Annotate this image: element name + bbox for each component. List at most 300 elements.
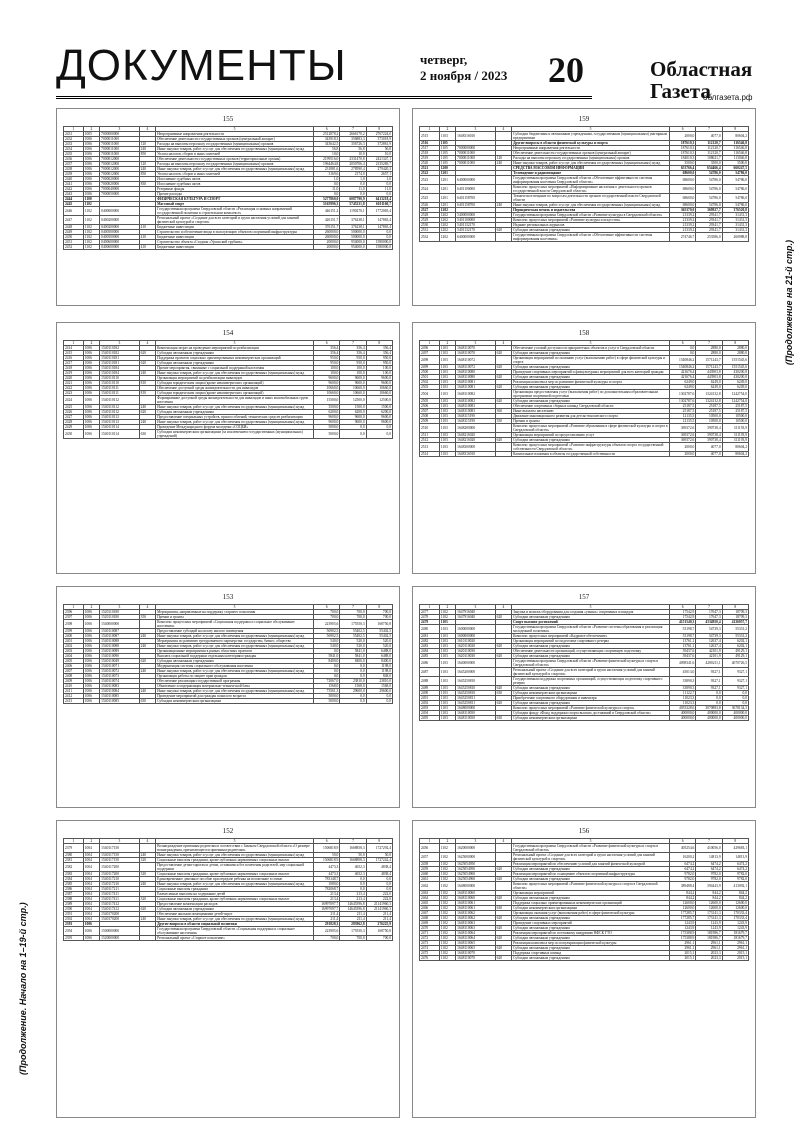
table-header-cell: 2: [83, 605, 99, 610]
table-cell: Обеспечение доступной среды жизнедеятельности для инвалидов: [156, 386, 314, 391]
table-cell: 1648110062: [456, 916, 495, 921]
table-cell: 2511: [420, 433, 440, 438]
table-cell: Субсидии автономным учреждениям: [512, 365, 670, 370]
table-cell: 1102: [83, 225, 99, 230]
table-cell: Субсидии автономным учреждениям: [512, 654, 670, 659]
table-cell: 12600,0: [670, 901, 696, 906]
table-cell: 1201: [439, 185, 455, 194]
table-cell: 175388,9: [670, 931, 696, 936]
table-cell: 1202: [439, 223, 455, 228]
table-cell: 1006: [83, 659, 99, 664]
table-cell: 12637,4: [696, 639, 722, 644]
table-cell: 0,0: [314, 649, 340, 654]
table-cell: 213,4: [340, 892, 366, 897]
table-cell: 31431,3: [722, 213, 748, 218]
table-cell: 5277860,0: [314, 197, 340, 202]
table-header-cell: 7: [340, 605, 366, 610]
table-cell: 10500,0: [722, 419, 748, 424]
table-cell: 620: [495, 701, 511, 706]
table-cell: 2524: [420, 185, 440, 194]
table-header-cell: 5: [512, 341, 670, 346]
table-cell: 211,4: [366, 912, 392, 917]
table-cell: 1540110110: [100, 381, 139, 386]
table-cell: 2050706,4: [340, 162, 366, 167]
issue-date-value: 2 ноября / 2023: [420, 68, 508, 83]
table-header-cell: 2: [83, 839, 99, 844]
table-cell: Компенсация затрат на проведение мероприятий по реабилитации: [156, 346, 314, 351]
document-page-number: 158: [578, 329, 590, 337]
table-cell: 55331,2: [722, 634, 748, 639]
table-cell: 2465: [420, 901, 440, 906]
table-cell: 1625000000: [456, 853, 495, 862]
table-cell: 260000,0: [314, 230, 340, 235]
table-cell: 181679,7: [722, 931, 748, 936]
table-cell: 2392: [64, 917, 84, 922]
table-cell: 1540110113: [100, 420, 139, 425]
table-cell: 1600000000: [456, 634, 495, 639]
table-cell: 21141960,3: [366, 907, 392, 912]
table-cell: 6400000000: [456, 233, 495, 242]
table-cell: 520,0: [340, 639, 366, 644]
table-cell: 0,0: [340, 425, 366, 430]
table-cell: 9782,0: [722, 872, 748, 877]
table-cell: 6249,0: [722, 385, 748, 390]
table-header-cell: 4: [139, 127, 155, 132]
table-cell: 9600,0: [314, 415, 340, 420]
table-cell: 1540110182: [100, 346, 139, 351]
table-cell: [139, 207, 155, 216]
table-cell: 2502: [420, 380, 440, 385]
table-cell: 1103: [439, 620, 455, 625]
table-cell: Субсидии автономным учреждениям: [512, 438, 670, 443]
table-cell: 2475: [420, 951, 440, 956]
table-cell: 1006: [83, 689, 99, 694]
table-cell: 1103: [439, 132, 455, 141]
table-cell: 1551545,6: [722, 356, 748, 365]
table-cell: Техническое вещание по вопросам деятельности органов государственной власти Свердловской области: [512, 194, 670, 203]
table-cell: 240: [139, 669, 155, 674]
table-cell: 2495: [420, 716, 440, 721]
table-cell: [495, 233, 511, 242]
table-cell: 2385: [64, 882, 84, 887]
table-cell: 1006: [83, 386, 99, 391]
table-cell: 29341,7: [696, 218, 722, 223]
table-cell: 211,4: [366, 917, 392, 922]
table-cell: 54786,0: [722, 171, 748, 176]
table-cell: Уплата налогов, сборов и иных платежей: [156, 172, 314, 177]
table-cell: 950,0: [366, 361, 392, 366]
table-cell: 2411: [64, 689, 84, 694]
table-cell: 7000011000: [456, 151, 495, 156]
table-cell: 2388: [64, 897, 84, 902]
table-cell: 1202: [439, 213, 455, 218]
budget-table: [419, 126, 749, 242]
table-cell: 0,0: [366, 877, 392, 882]
table-cell: 1102: [439, 906, 455, 911]
table-cell: 1006: [83, 654, 99, 659]
table-cell: 1006: [83, 346, 99, 351]
table-cell: 1648110083: [456, 409, 495, 414]
table-cell: Государственная программа Свердловской области «Обеспечение эффективности системы информирования населения Свердловской области»: [512, 176, 670, 185]
table-row: [420, 659, 749, 668]
table-cell: 1648110072: [456, 356, 495, 365]
table-cell: 540,0: [314, 639, 340, 644]
table-cell: 170333,4: [722, 911, 748, 916]
table-cell: Государственная программа Свердловской области «Развитие физической культуры и спорта в Свердловской области»: [512, 844, 670, 853]
table-cell: 1102: [83, 245, 99, 250]
table-row: [64, 844, 393, 853]
table-cell: 25187,5: [670, 409, 696, 414]
table-cell: 10660,0: [314, 386, 340, 391]
header-rule: [56, 98, 592, 99]
table-cell: 222,0: [366, 897, 392, 902]
table-cell: 181679,7: [722, 936, 748, 941]
table-cell: 7000011000: [456, 156, 495, 161]
table-cell: 1006: [83, 425, 99, 430]
table-cell: 1103: [439, 390, 455, 399]
document-page: [56, 322, 400, 574]
table-cell: 2383: [64, 872, 84, 877]
table-cell: [495, 185, 511, 194]
table-cell: 1006: [83, 396, 99, 405]
table-cell: 240: [139, 167, 155, 172]
table-cell: 2135269,7: [366, 162, 392, 167]
table-cell: 54786,0: [696, 185, 722, 194]
document-page: [412, 322, 756, 574]
table-cell: 1648110070: [456, 346, 495, 351]
table-cell: 9600,0: [340, 381, 366, 386]
table-cell: 2532: [420, 233, 440, 242]
table-cell: 2520: [420, 161, 440, 166]
table-cell: 1006: [83, 415, 99, 420]
table-header-cell: 4: [495, 127, 511, 132]
table-cell: 1004: [83, 858, 99, 863]
table-cell: Иные закупки товаров, работ и услуг для обеспечения государственных (муниципальных) нужд: [156, 853, 314, 858]
table-cell: 14813,9: [722, 853, 748, 862]
table-row: [64, 927, 393, 936]
budget-table: [63, 838, 393, 941]
table-cell: 2473: [420, 941, 440, 946]
table-cell: 1006: [83, 172, 99, 177]
table-cell: 1648110082: [456, 390, 495, 399]
table-cell: Субсидии автономным учреждениям: [512, 936, 670, 941]
table-cell: 112120,7: [696, 146, 722, 151]
table-cell: 1006: [83, 922, 99, 927]
table-cell: 1102: [439, 911, 455, 916]
table-cell: 2438: [64, 167, 84, 172]
table-cell: 56,8: [340, 147, 366, 152]
table-cell: 1006: [83, 187, 99, 192]
table-cell: 1540110049: [100, 659, 139, 664]
table-cell: 620: [495, 686, 511, 691]
table-cell: 1103: [439, 686, 455, 691]
table-cell: 17542,9: [670, 610, 696, 615]
table-cell: 1772065,4: [366, 207, 392, 216]
table-cell: Строительство объекта «Стадион «Уральский трубник»: [156, 240, 314, 245]
table-cell: Субсидии автономным учреждениям: [512, 946, 670, 951]
table-cell: 1648200000: [456, 424, 495, 433]
table-cell: 9600,0: [366, 415, 392, 420]
table-cell: 1648110080: [456, 375, 495, 380]
table-cell: 14645396,8: [340, 907, 366, 912]
table-cell: 1102: [83, 235, 99, 240]
table-cell: 1571243,7: [696, 356, 722, 365]
table-cell: 400000,0: [722, 716, 748, 721]
table-cell: 2407: [64, 669, 84, 674]
table-cell: 954000,0: [340, 240, 366, 245]
table-cell: 2446: [64, 207, 84, 216]
table-cell: 1648110070: [456, 956, 495, 961]
table-header-cell: 1: [420, 839, 440, 844]
table-cell: 2458: [420, 862, 440, 867]
table-header-cell: 7: [696, 341, 722, 346]
table-cell: 2512878,2: [314, 132, 340, 137]
table-cell: 1540110073: [100, 674, 139, 679]
table-cell: 2402: [64, 644, 84, 649]
table-cell: Комплекс процессных мероприятий «Развитие культуры и искусства»: [512, 218, 670, 223]
table-cell: 429683,1: [722, 844, 748, 853]
table-cell: 49129,1: [722, 654, 748, 659]
table-cell: 11023,3: [670, 701, 696, 706]
table-cell: 5841,0: [340, 649, 366, 654]
table-row: [420, 443, 749, 452]
table-cell: 1103: [439, 356, 455, 365]
table-cell: 6249,0: [670, 385, 696, 390]
table-cell: Организация мероприятий по предоставлению услуг: [512, 433, 670, 438]
table-cell: 1102: [83, 207, 99, 216]
table-cell: [139, 620, 155, 629]
table-cell: 2519: [420, 156, 440, 161]
table-header-cell: 4: [139, 341, 155, 346]
table-cell: Проведение спортивных мероприятий и физкультурных мероприятий для всех категорий граждан: [512, 370, 670, 375]
table-cell: 9327,1: [696, 686, 722, 691]
document-page-number: 157: [578, 593, 590, 601]
table-cell: 7000040000: [100, 187, 139, 192]
table-cell: 630: [139, 699, 155, 704]
table-cell: 211,4: [314, 917, 340, 922]
table-cell: 850: [139, 152, 155, 157]
table-cell: 1540110089: [100, 649, 139, 654]
table-cell: Реализация комплекса мер по развитию физической культуры и спорта: [512, 380, 670, 385]
table-cell: 2484: [420, 649, 440, 654]
table-cell: 0,0: [340, 182, 366, 187]
table-cell: 1243,9: [670, 921, 696, 926]
issue-date: [420, 52, 507, 84]
table-cell: 2523: [420, 176, 440, 185]
table-cell: 80604,2: [722, 452, 748, 457]
table-header-cell: 1: [420, 605, 440, 610]
table-cell: 620: [139, 659, 155, 664]
table-cell: 1243,9: [670, 926, 696, 931]
table-cell: 356,4: [314, 351, 340, 356]
table-cell: 372861,9: [366, 142, 392, 147]
table-row: [64, 620, 393, 629]
table-cell: 2483: [420, 644, 440, 649]
table-cell: Выплата социальной поддержки отдельным категориям граждан: [156, 654, 314, 659]
table-cell: 356,4: [340, 351, 366, 356]
table-cell: 2961,1: [670, 941, 696, 946]
table-cell: 1540110184: [100, 366, 139, 371]
table-cell: 68600,0: [670, 171, 696, 176]
table-cell: 369927,7: [696, 208, 722, 213]
table-cell: 844,2: [722, 891, 748, 896]
table-header-cell: 5: [156, 605, 314, 610]
table-cell: 0,0: [366, 230, 392, 235]
table-cell: 1103: [439, 424, 455, 433]
table-cell: 2505: [420, 399, 440, 404]
table-cell: 4077,0: [696, 452, 722, 457]
table-header-cell: 5: [512, 839, 670, 844]
table-cell: 7000011000: [100, 142, 139, 147]
table-cell: 954000,0: [340, 245, 366, 250]
table-cell: 10500,0: [696, 419, 722, 424]
table-cell: 1103: [439, 443, 455, 452]
table-cell: 1103: [439, 404, 455, 409]
table-cell: 213,4: [314, 897, 340, 902]
table-cell: 42101,9: [696, 649, 722, 654]
table-cell: 0,0: [366, 694, 392, 699]
table-cell: Прочие мероприятия, связанные с социальной поддержкой населения: [156, 366, 314, 371]
table-cell: Субсидии некоммерческим организациям: [512, 716, 670, 721]
table-row: [420, 185, 749, 194]
table-cell: 4280211,1: [696, 659, 722, 668]
table-cell: 4838,4: [366, 863, 392, 872]
table-cell: 4070726,5: [722, 659, 748, 668]
table-cell: Реализация мероприятий по оснащению объектов спортивной инфраструктуры: [512, 872, 670, 877]
table-cell: 2471: [420, 931, 440, 936]
table-cell: 7000011000: [100, 137, 139, 142]
table-cell: 620: [495, 438, 511, 443]
table-cell: 213,4: [340, 897, 366, 902]
table-cell: Исполнение судебных актов: [156, 177, 314, 182]
table-cell: 620: [139, 410, 155, 415]
table-cell: Субсидии автономным учреждениям: [512, 867, 670, 872]
table-cell: 2430: [64, 430, 84, 439]
table-cell: Субсидии автономным учреждениям: [512, 926, 670, 931]
table-cell: 0,0: [314, 669, 340, 674]
table-cell: 1006: [83, 644, 99, 649]
table-cell: 2416: [64, 356, 84, 361]
table-cell: Иные закупки товаров, работ и услуг для обеспечения государственных (муниципальных) нужд: [156, 167, 314, 172]
table-cell: 175550,3: [340, 620, 366, 629]
table-cell: 1006: [83, 351, 99, 356]
table-cell: 1551545,6: [722, 365, 748, 370]
table-cell: Другие вопросы в области физической культуры и спорта: [512, 141, 670, 146]
table-cell: 1540117412: [100, 907, 139, 912]
table-cell: 950,0: [340, 361, 366, 366]
table-cell: 0400200000: [100, 225, 139, 230]
table-cell: 620: [495, 399, 511, 404]
table-cell: 54739,3: [696, 625, 722, 634]
table-cell: 620: [495, 385, 511, 390]
table-cell: 2492: [420, 701, 440, 706]
table-cell: 320: [139, 897, 155, 902]
table-cell: 1540110088: [100, 644, 139, 649]
table-cell: 1102: [439, 926, 455, 931]
table-cell: 2408: [64, 674, 84, 679]
table-cell: 1102: [439, 956, 455, 961]
table-cell: 2476: [420, 956, 440, 961]
table-cell: 10500,0: [722, 414, 748, 419]
table-cell: 1540110072: [100, 669, 139, 674]
table-cell: 1102: [439, 916, 455, 921]
table-cell: 1,0: [314, 177, 340, 182]
table-cell: 113046,8: [722, 156, 748, 161]
table-header-cell: 7: [340, 341, 366, 346]
budget-table: [63, 340, 393, 439]
continuation-note: (Продолжение на 21-й стр.): [784, 240, 794, 366]
table-cell: 55402,5: [340, 634, 366, 639]
table-cell: 4077,0: [696, 132, 722, 141]
table-cell: Приобретение спортивного оборудования и инвентаря: [512, 696, 670, 701]
table-cell: 4473,3: [314, 863, 340, 872]
table-cell: Субсидии автономным учреждениям: [156, 361, 314, 366]
table-cell: 2510: [420, 424, 440, 433]
table-cell: 2485: [420, 654, 440, 659]
table-cell: Премии и гранты: [512, 419, 670, 424]
table-cell: 700,0: [366, 610, 392, 615]
table-row: [64, 207, 393, 216]
table-cell: 2436: [64, 157, 84, 162]
table-cell: 2503: [420, 385, 440, 390]
table-header-cell: 5: [512, 605, 670, 610]
table-cell: 343642,5: [314, 142, 340, 147]
table-cell: 11023,3: [670, 696, 696, 701]
table-cell: 1540110087: [100, 629, 139, 634]
table-cell: 1102: [439, 862, 455, 867]
table-cell: 12600,0: [722, 906, 748, 911]
table-cell: 0,0: [366, 430, 392, 439]
table-cell: 1648110060: [456, 896, 495, 901]
table-cell: Субсидии фонду «Фонд поддержки спорта высших достижений в Свердловской области»: [512, 711, 670, 716]
table-cell: 1103: [439, 706, 455, 711]
table-cell: 1004: [83, 902, 99, 907]
table-cell: 320: [139, 872, 155, 877]
table-cell: 173141,3: [696, 911, 722, 916]
table-cell: 620: [495, 615, 511, 620]
table-cell: Иные закупки товаров, работ и услуг для обеспечения государственных (муниципальных) нужд: [156, 644, 314, 649]
table-cell: 2474: [420, 946, 440, 951]
table-cell: Иные закупки товаров, работ и услуг для обеспечения государственных (муниципальных) нужд: [512, 161, 670, 166]
table-cell: Движение инновационного развития для детско-юношеского спорта: [512, 414, 670, 419]
table-cell: Обеспечение деятельности организаций, осуществляющих спортивную подготовку: [512, 649, 670, 654]
table-cell: 1006: [83, 356, 99, 361]
table-cell: 830: [139, 182, 155, 187]
table-cell: 240: [495, 161, 511, 166]
table-cell: 0,0: [696, 691, 722, 696]
table-cell: 1648316010: [456, 132, 495, 141]
table-cell: 2531: [420, 228, 440, 233]
table-cell: 1540110085: [100, 699, 139, 704]
table-cell: 2015,1: [722, 951, 748, 956]
table-cell: 7000020000: [100, 177, 139, 182]
table-cell: Иные закупки товаров, работ и услуг для обеспечения государственных (муниципальных) нужд: [156, 405, 314, 410]
table-cell: 2449: [64, 230, 84, 235]
table-cell: 2447: [64, 216, 84, 225]
table-cell: 0400600000: [100, 240, 139, 245]
table-cell: 240: [495, 203, 511, 208]
table-cell: 1103: [439, 659, 455, 668]
table-cell: 2525: [420, 194, 440, 203]
table-cell: 1648110063: [456, 921, 495, 926]
table-cell: 1645250811: [456, 696, 495, 701]
table-cell: 1103: [439, 365, 455, 370]
table-cell: 1190270,1: [340, 207, 366, 216]
table-cell: 4652,3: [340, 863, 366, 872]
table-header-cell: 7: [340, 839, 366, 844]
table-cell: 9782,0: [696, 872, 722, 877]
table-row: [64, 936, 393, 941]
